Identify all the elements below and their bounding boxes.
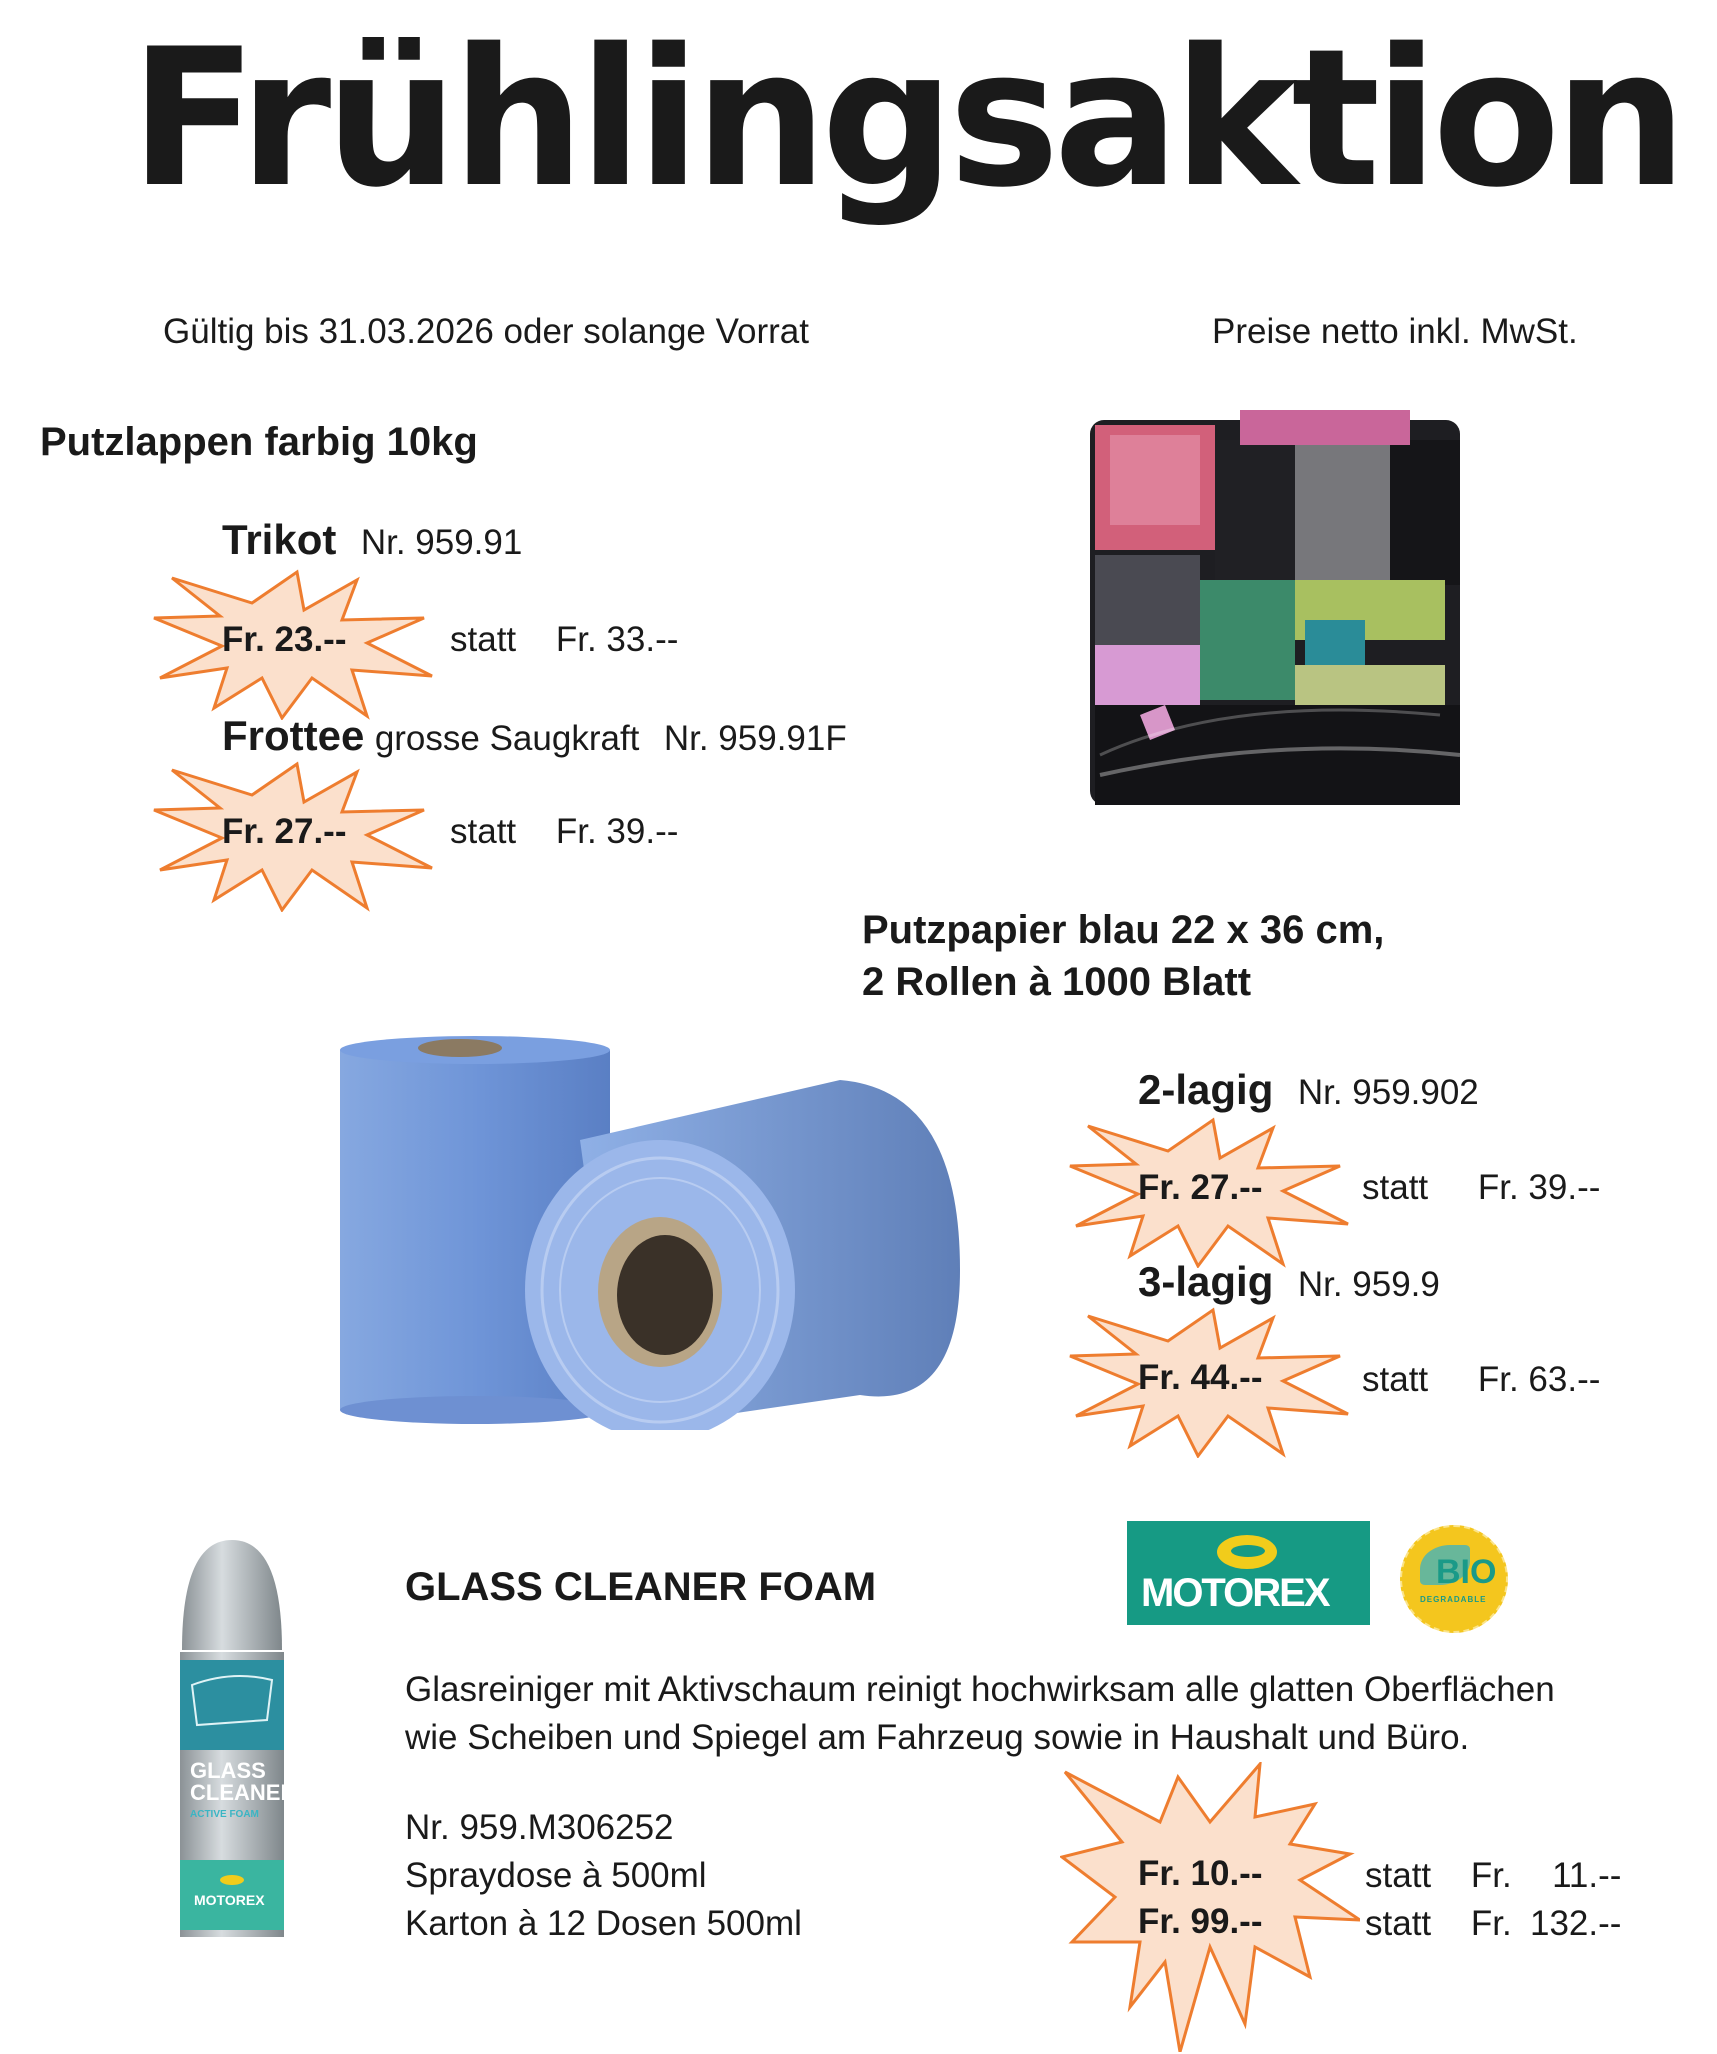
old-price-row: [1362, 1360, 1600, 1400]
sale-price: Fr. 44.--: [1138, 1358, 1263, 1397]
price-burst: [152, 568, 442, 720]
spray-can-image: [172, 1530, 297, 1950]
variant-label: 3-lagig: [1138, 1258, 1274, 1305]
motorex-logo: [1127, 1521, 1370, 1625]
variant-detail: grosse Saugkraft: [374, 719, 640, 758]
article-number: Nr. 959.9: [1297, 1265, 1440, 1304]
old-price: 132.--: [1530, 1904, 1622, 1943]
bio-label: BIO: [1436, 1553, 1497, 1591]
can-label: [190, 1760, 296, 1826]
paper-item-3lagig: [1138, 1258, 1440, 1306]
old-price-row: [1365, 1856, 1621, 1896]
old-price: Fr. 33.--: [555, 620, 679, 659]
bio-degradable-badge: [1400, 1525, 1508, 1633]
variant-label: 2-lagig: [1138, 1066, 1274, 1113]
rags-heading: Putzlappen farbig 10kg: [40, 420, 478, 464]
validity-note: Gültig bis 31.03.2026 oder solange Vorrat: [163, 312, 809, 351]
article-number: Nr. 959.902: [1297, 1073, 1479, 1112]
blue-paper-rolls-image: [320, 1030, 980, 1430]
sale-price-karton: Fr. 99.--: [1138, 1902, 1263, 1941]
old-price: Fr. 63.--: [1477, 1360, 1601, 1399]
rags-item-trikot: [222, 516, 522, 564]
old-price-row: [1362, 1168, 1600, 1208]
statt-label: statt: [1362, 1168, 1429, 1207]
old-price-row: [450, 812, 678, 852]
sale-price: Fr. 27.--: [222, 812, 347, 851]
price-burst: [1068, 1116, 1358, 1268]
variant-label: Trikot: [222, 516, 337, 563]
glass-article-number: Nr. 959.M306252: [405, 1808, 674, 1847]
sale-price: Fr. 27.--: [1138, 1168, 1263, 1207]
rag-bale-image: [1080, 395, 1470, 815]
statt-label: statt: [1365, 1856, 1432, 1895]
page-title: Frühlingsaktion: [130, 8, 1682, 229]
glass-heading: GLASS CLEANER FOAM: [405, 1565, 877, 1609]
motorex-swirl-icon: [1217, 1535, 1277, 1569]
sale-price: Fr. 23.--: [222, 620, 347, 659]
sale-price-spraydose: Fr. 10.--: [1138, 1854, 1263, 1893]
old-price: 11.--: [1552, 1856, 1622, 1895]
paper-heading-line1: Putzpapier blau 22 x 36 cm,: [862, 908, 1385, 952]
motorex-wordmark: MOTOREX: [1141, 1571, 1329, 1615]
can-brand: MOTOREX: [194, 1892, 265, 1908]
can-label-line3: ACTIVE FOAM: [190, 1809, 259, 1820]
price-burst: [1068, 1306, 1358, 1458]
old-price-row: [1365, 1904, 1621, 1944]
glass-item-spraydose: Spraydose à 500ml: [405, 1856, 707, 1895]
old-currency: Fr.: [1470, 1856, 1512, 1895]
paper-heading-line2: 2 Rollen à 1000 Blatt: [862, 960, 1252, 1004]
variant-label: Frottee: [222, 712, 365, 759]
rags-item-frottee: [222, 712, 847, 760]
old-price: Fr. 39.--: [1477, 1168, 1601, 1207]
price-note: Preise netto inkl. MwSt.: [1212, 312, 1578, 351]
can-label-line1: GLASS: [190, 1758, 266, 1783]
article-number: Nr. 959.91: [360, 523, 523, 562]
old-price-row: [450, 620, 678, 660]
glass-description-line1: Glasreiniger mit Aktivschaum reinigt hochwirksam alle glatten Oberflächen: [405, 1670, 1555, 1709]
statt-label: statt: [1365, 1904, 1432, 1943]
old-currency: Fr.: [1470, 1904, 1512, 1943]
glass-item-karton: Karton à 12 Dosen 500ml: [405, 1904, 802, 1943]
price-burst: [152, 760, 442, 912]
statt-label: statt: [450, 620, 517, 659]
glass-description-line2: wie Scheiben und Spiegel am Fahrzeug sowie in Haushalt und Büro.: [405, 1718, 1470, 1757]
statt-label: statt: [450, 812, 517, 851]
old-price: Fr. 39.--: [555, 812, 679, 851]
can-label-line2: CLEANER: [190, 1780, 297, 1805]
statt-label: statt: [1362, 1360, 1429, 1399]
degradable-label: DEGRADABLE: [1420, 1595, 1487, 1604]
article-number: Nr. 959.91F: [663, 719, 847, 758]
paper-item-2lagig: [1138, 1066, 1479, 1114]
price-burst: [1060, 1762, 1360, 2052]
